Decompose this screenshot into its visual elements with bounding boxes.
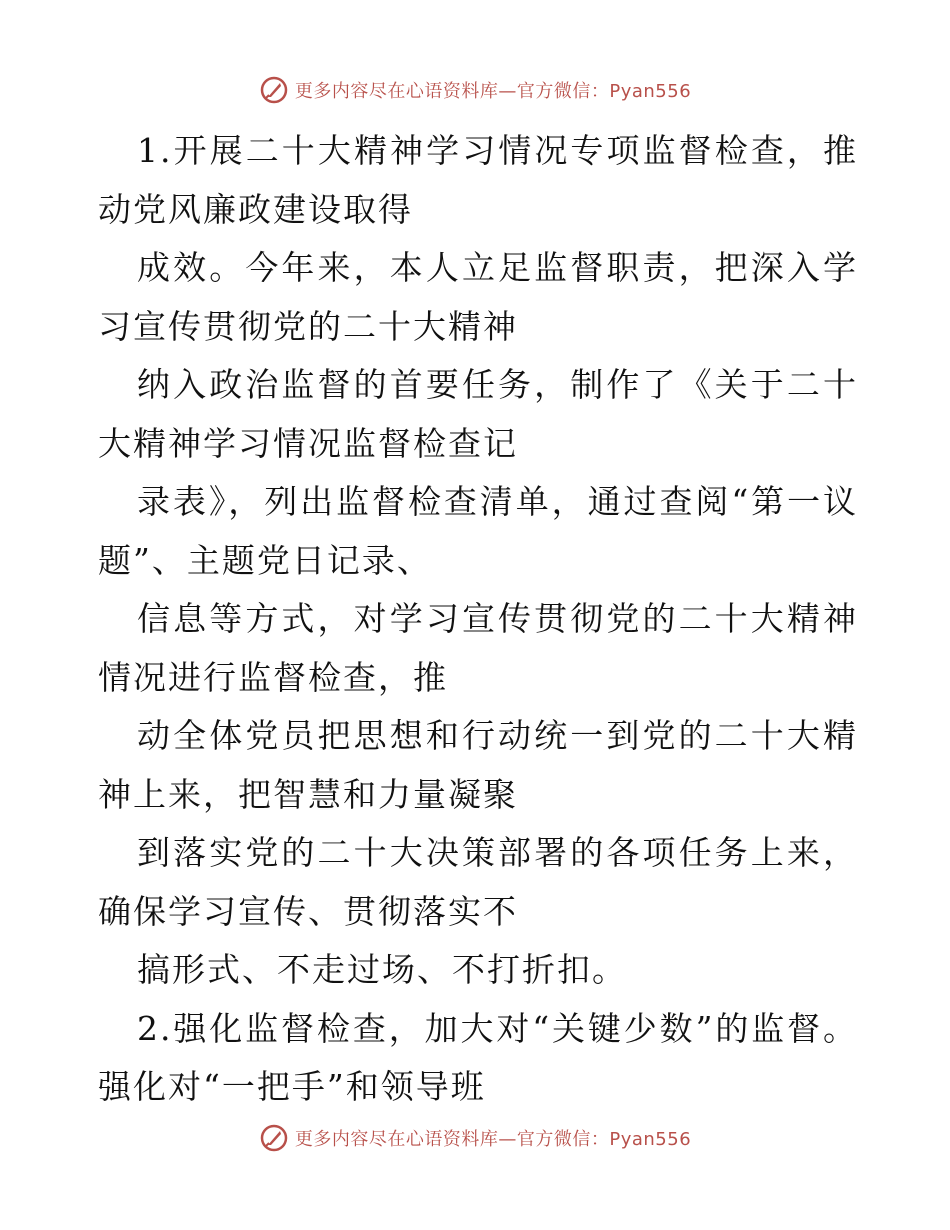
watermark-text: 更多内容尽在心语资料库—官方微信：Pyan556 [294, 81, 692, 102]
feather-pen-logo-icon [259, 1123, 289, 1153]
footer-watermark [0, 1118, 950, 1158]
paragraph-6: 动全体党员把思想和行动统一到党的二十大精神上来，把智慧和力量凝聚 [98, 716, 858, 814]
document-body [98, 122, 858, 1117]
watermark-text: 更多内容尽在心语资料库—官方微信：Pyan556 [294, 1129, 692, 1150]
paragraph-9: 2.强化监督检查，加大对“关键少数”的监督。强化对“一把手”和领导班 [98, 1008, 858, 1106]
paragraph-8: 搞形式、不走过场、不打折扣。 [137, 950, 627, 989]
paragraph-2: 成效。今年来，本人立足监督职责，把深入学习宣传贯彻党的二十大精神 [98, 248, 858, 346]
feather-pen-logo-icon [259, 75, 289, 105]
paragraph-1: 1.开展二十大精神学习情况专项监督检查，推动党风廉政建设取得 [98, 131, 858, 229]
header-watermark [0, 70, 950, 110]
paragraph-3: 纳入政治监督的首要任务，制作了《关于二十大精神学习情况监督检查记 [98, 365, 858, 463]
paragraph-5: 信息等方式，对学习宣传贯彻党的二十大精神情况进行监督检查，推 [98, 599, 858, 697]
paragraph-4: 录表》，列出监督检查清单，通过查阅“第一议题”、主题党日记录、 [98, 482, 858, 580]
paragraph-7: 到落实党的二十大决策部署的各项任务上来，确保学习宣传、贯彻落实不 [98, 833, 858, 931]
